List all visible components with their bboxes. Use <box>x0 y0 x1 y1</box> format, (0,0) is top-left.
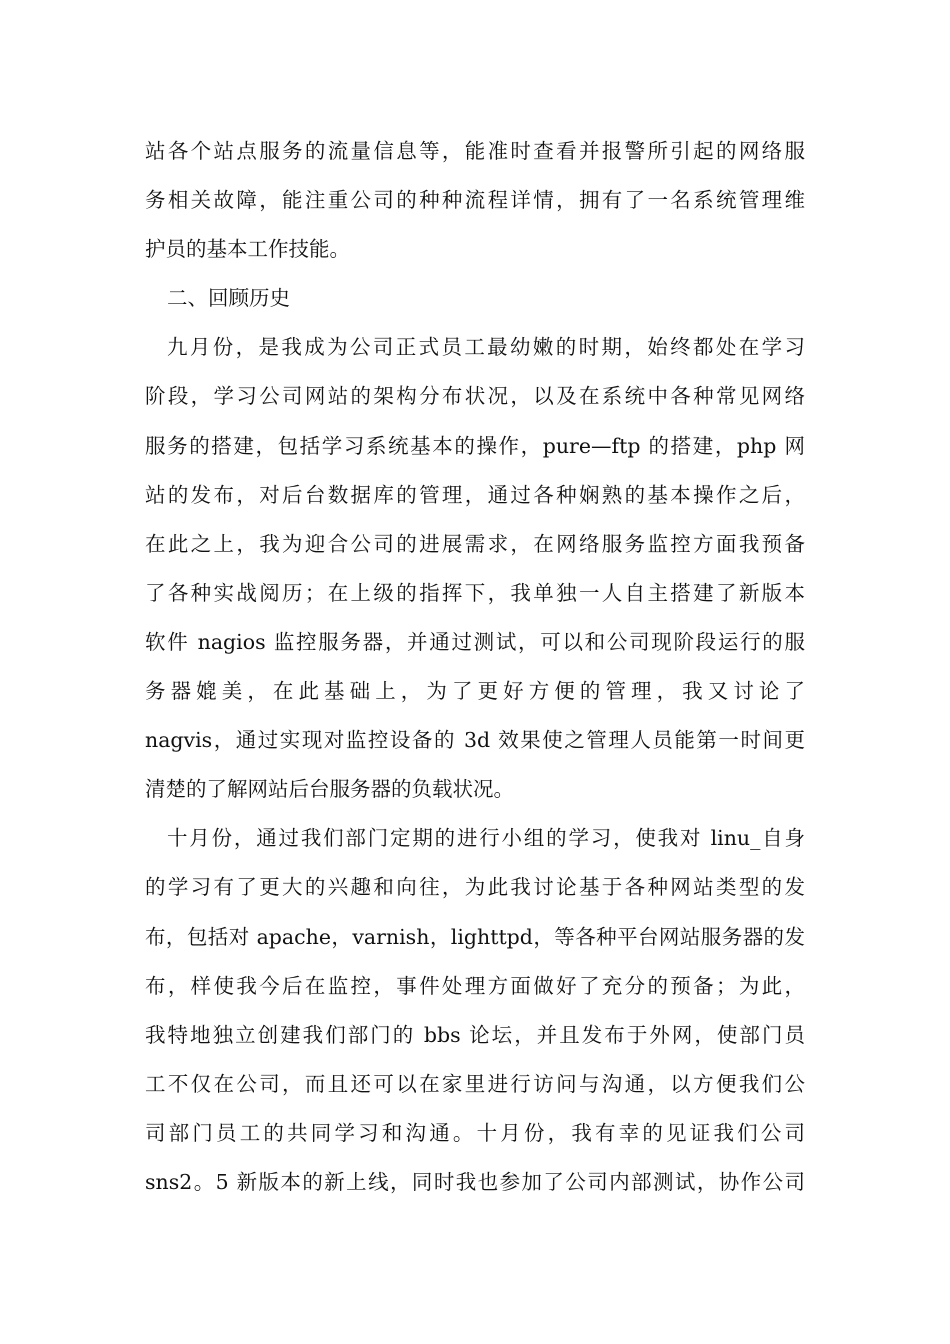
text-line: 在此之上，我为迎合公司的进展需求，在网络服务监控方面我预备 <box>145 531 805 556</box>
text-line: 九月份，是我成为公司正式员工最幼嫩的时期，始终都处在学习 <box>167 335 805 360</box>
text-line: sns2。5 新版本的新上线，同时我也参加了公司内部测试，协作公司 <box>145 1169 805 1194</box>
text-line: 清楚的了解网站后台服务器的负载状况。 <box>145 777 514 802</box>
text-line: 的学习有了更大的兴趣和向往，为此我讨论基于各种网站类型的发 <box>145 875 805 900</box>
text-line: 阶段，学习公司网站的架构分布状况，以及在系统中各种常见网络 <box>145 384 805 409</box>
section-heading: 二、回顾历史 <box>167 286 290 311</box>
text-line: 站各个站点服务的流量信息等，能准时查看并报警所引起的网络服 <box>145 139 805 163</box>
text-line: 务相关故障，能注重公司的种种流程详情，拥有了一名系统管理维 <box>145 188 805 213</box>
text-line: 十月份，通过我们部门定期的进行小组的学习，使我对 linu_自身 <box>167 826 805 851</box>
text-line: 我特地独立创建我们部门的 bbs 论坛，并且发布于外网，使部门员 <box>145 1022 805 1047</box>
text-line: 布，包括对 apache，varnish，lighttpd，等各种平台网站服务器的发 <box>145 924 805 949</box>
text-line: 工不仅在公司，而且还可以在家里进行访问与沟通，以方便我们公 <box>145 1071 805 1096</box>
text-line: 布，样使我今后在监控，事件处理方面做好了充分的预备；为此， <box>145 973 805 998</box>
text-line: 软件 nagios 监控服务器，并通过测试，可以和公司现阶段运行的服 <box>145 629 805 654</box>
text-line: nagvis，通过实现对监控设备的 3d 效果使之管理人员能第一时间更 <box>145 728 805 753</box>
document-body <box>145 127 805 1207</box>
text-line: 了各种实战阅历；在上级的指挥下，我单独一人自主搭建了新版本 <box>145 580 805 605</box>
text-line: 站的发布，对后台数据库的管理，通过各种娴熟的基本操作之后， <box>145 482 805 507</box>
text-line: 服务的搭建，包括学习系统基本的操作，pure—ftp 的搭建，php 网 <box>145 433 805 458</box>
text-line: 护员的基本工作技能。 <box>145 237 350 262</box>
text-line: 务器媲美，在此基础上，为了更好方便的管理，我又讨论了 <box>145 679 805 704</box>
text-line: 司部门员工的共同学习和沟通。十月份，我有幸的见证我们公司 <box>145 1120 805 1145</box>
